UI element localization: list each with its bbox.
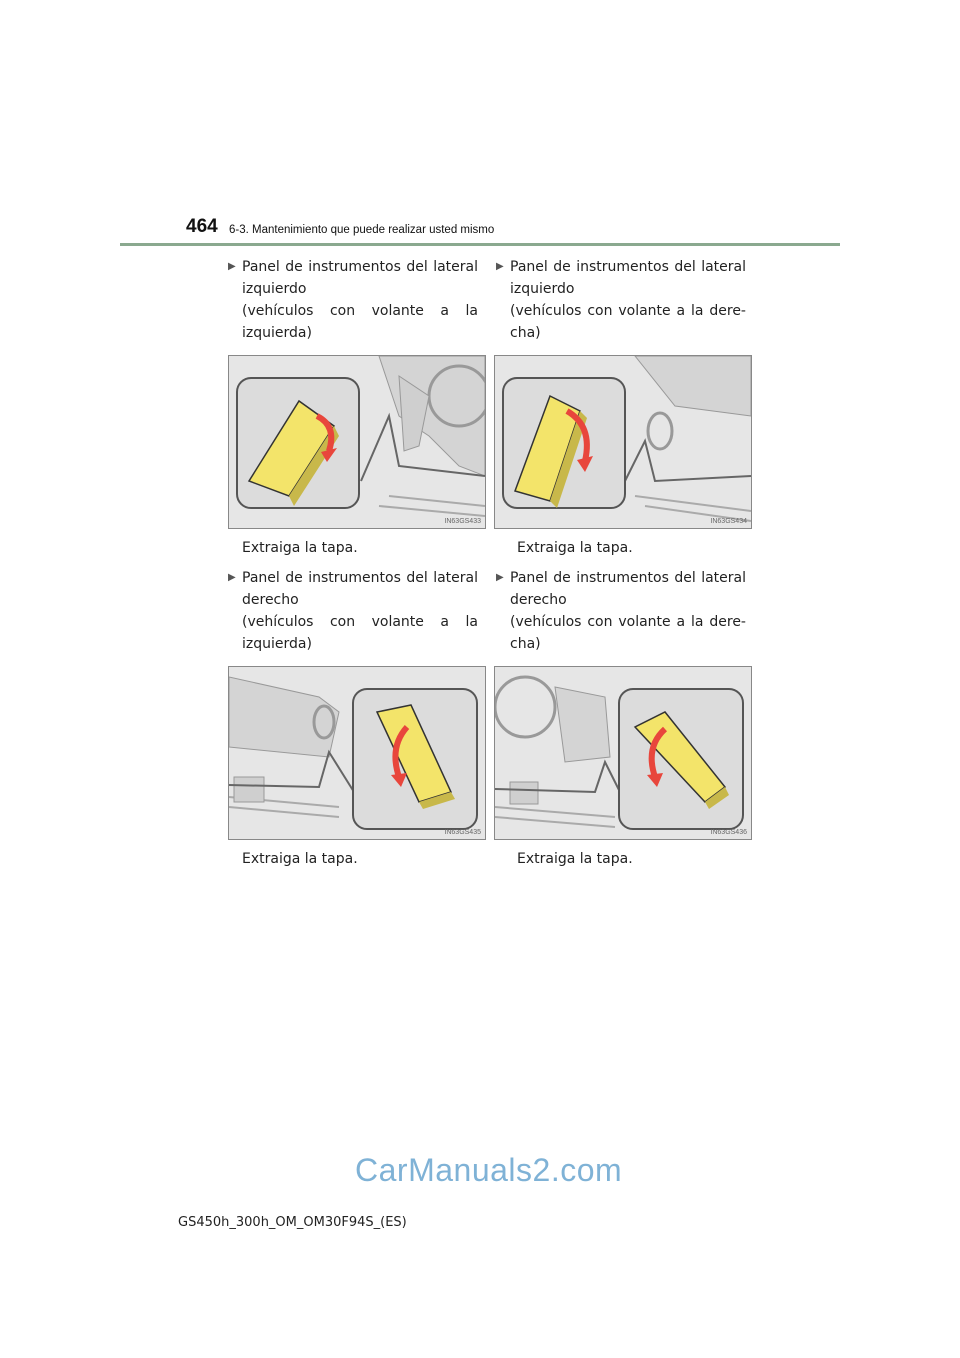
item-line: izquierda) — [242, 325, 312, 341]
bullet-arrow-icon: ▶ — [496, 572, 504, 583]
dashboard-illustration — [229, 356, 485, 528]
figure-left-panel-rhd — [494, 355, 752, 529]
item-line: cha) — [510, 636, 541, 652]
caption: Extraiga la tapa. — [517, 540, 633, 556]
item-line: derecho — [510, 592, 567, 608]
item-line: izquierdo — [242, 281, 307, 297]
item-line: Panel de instrumentos del lateral — [242, 259, 478, 275]
bullet-arrow-icon: ▶ — [496, 261, 504, 272]
item-line: Panel de instrumentos del lateral — [510, 570, 746, 586]
item-line: derecho — [242, 592, 299, 608]
caption: Extraiga la tapa. — [242, 851, 358, 867]
figure-code: IN63GS435 — [444, 829, 481, 836]
item-line: (vehículos con volante a la dere- — [510, 614, 746, 630]
item-line: izquierdo — [510, 281, 575, 297]
watermark-logo: CarManuals2.com — [355, 1152, 623, 1188]
figure-left-panel-lhd — [228, 355, 486, 529]
item-line: Panel de instrumentos del lateral — [510, 259, 746, 275]
figure-code: IN63GS436 — [710, 829, 747, 836]
section-title: 6-3. Mantenimiento que puede realizar usted mismo — [229, 224, 495, 236]
caption: Extraiga la tapa. — [242, 540, 358, 556]
page-number: 464 — [186, 216, 218, 237]
item-left-panel-lhd — [228, 256, 478, 344]
figure-code: IN63GS434 — [710, 518, 747, 525]
figure-code: IN63GS433 — [444, 518, 481, 525]
item-line: cha) — [510, 325, 541, 341]
item-line: (vehículos con volante a la — [242, 303, 478, 319]
dashboard-illustration — [495, 356, 751, 528]
item-line: Panel de instrumentos del lateral — [242, 570, 478, 586]
bullet-arrow-icon: ▶ — [228, 572, 236, 583]
figure-right-panel-lhd — [228, 666, 486, 840]
dashboard-illustration — [495, 667, 751, 839]
document-code: GS450h_300h_OM_OM30F94S_(ES) — [178, 1215, 407, 1230]
item-line: (vehículos con volante a la dere- — [510, 303, 746, 319]
item-right-panel-rhd — [496, 567, 746, 655]
bullet-arrow-icon: ▶ — [228, 261, 236, 272]
item-line: izquierda) — [242, 636, 312, 652]
item-left-panel-rhd — [496, 256, 746, 344]
caption: Extraiga la tapa. — [517, 851, 633, 867]
item-line: (vehículos con volante a la — [242, 614, 478, 630]
item-right-panel-lhd — [228, 567, 478, 655]
figure-right-panel-rhd — [494, 666, 752, 840]
dashboard-illustration — [229, 667, 485, 839]
header-divider — [120, 243, 840, 246]
